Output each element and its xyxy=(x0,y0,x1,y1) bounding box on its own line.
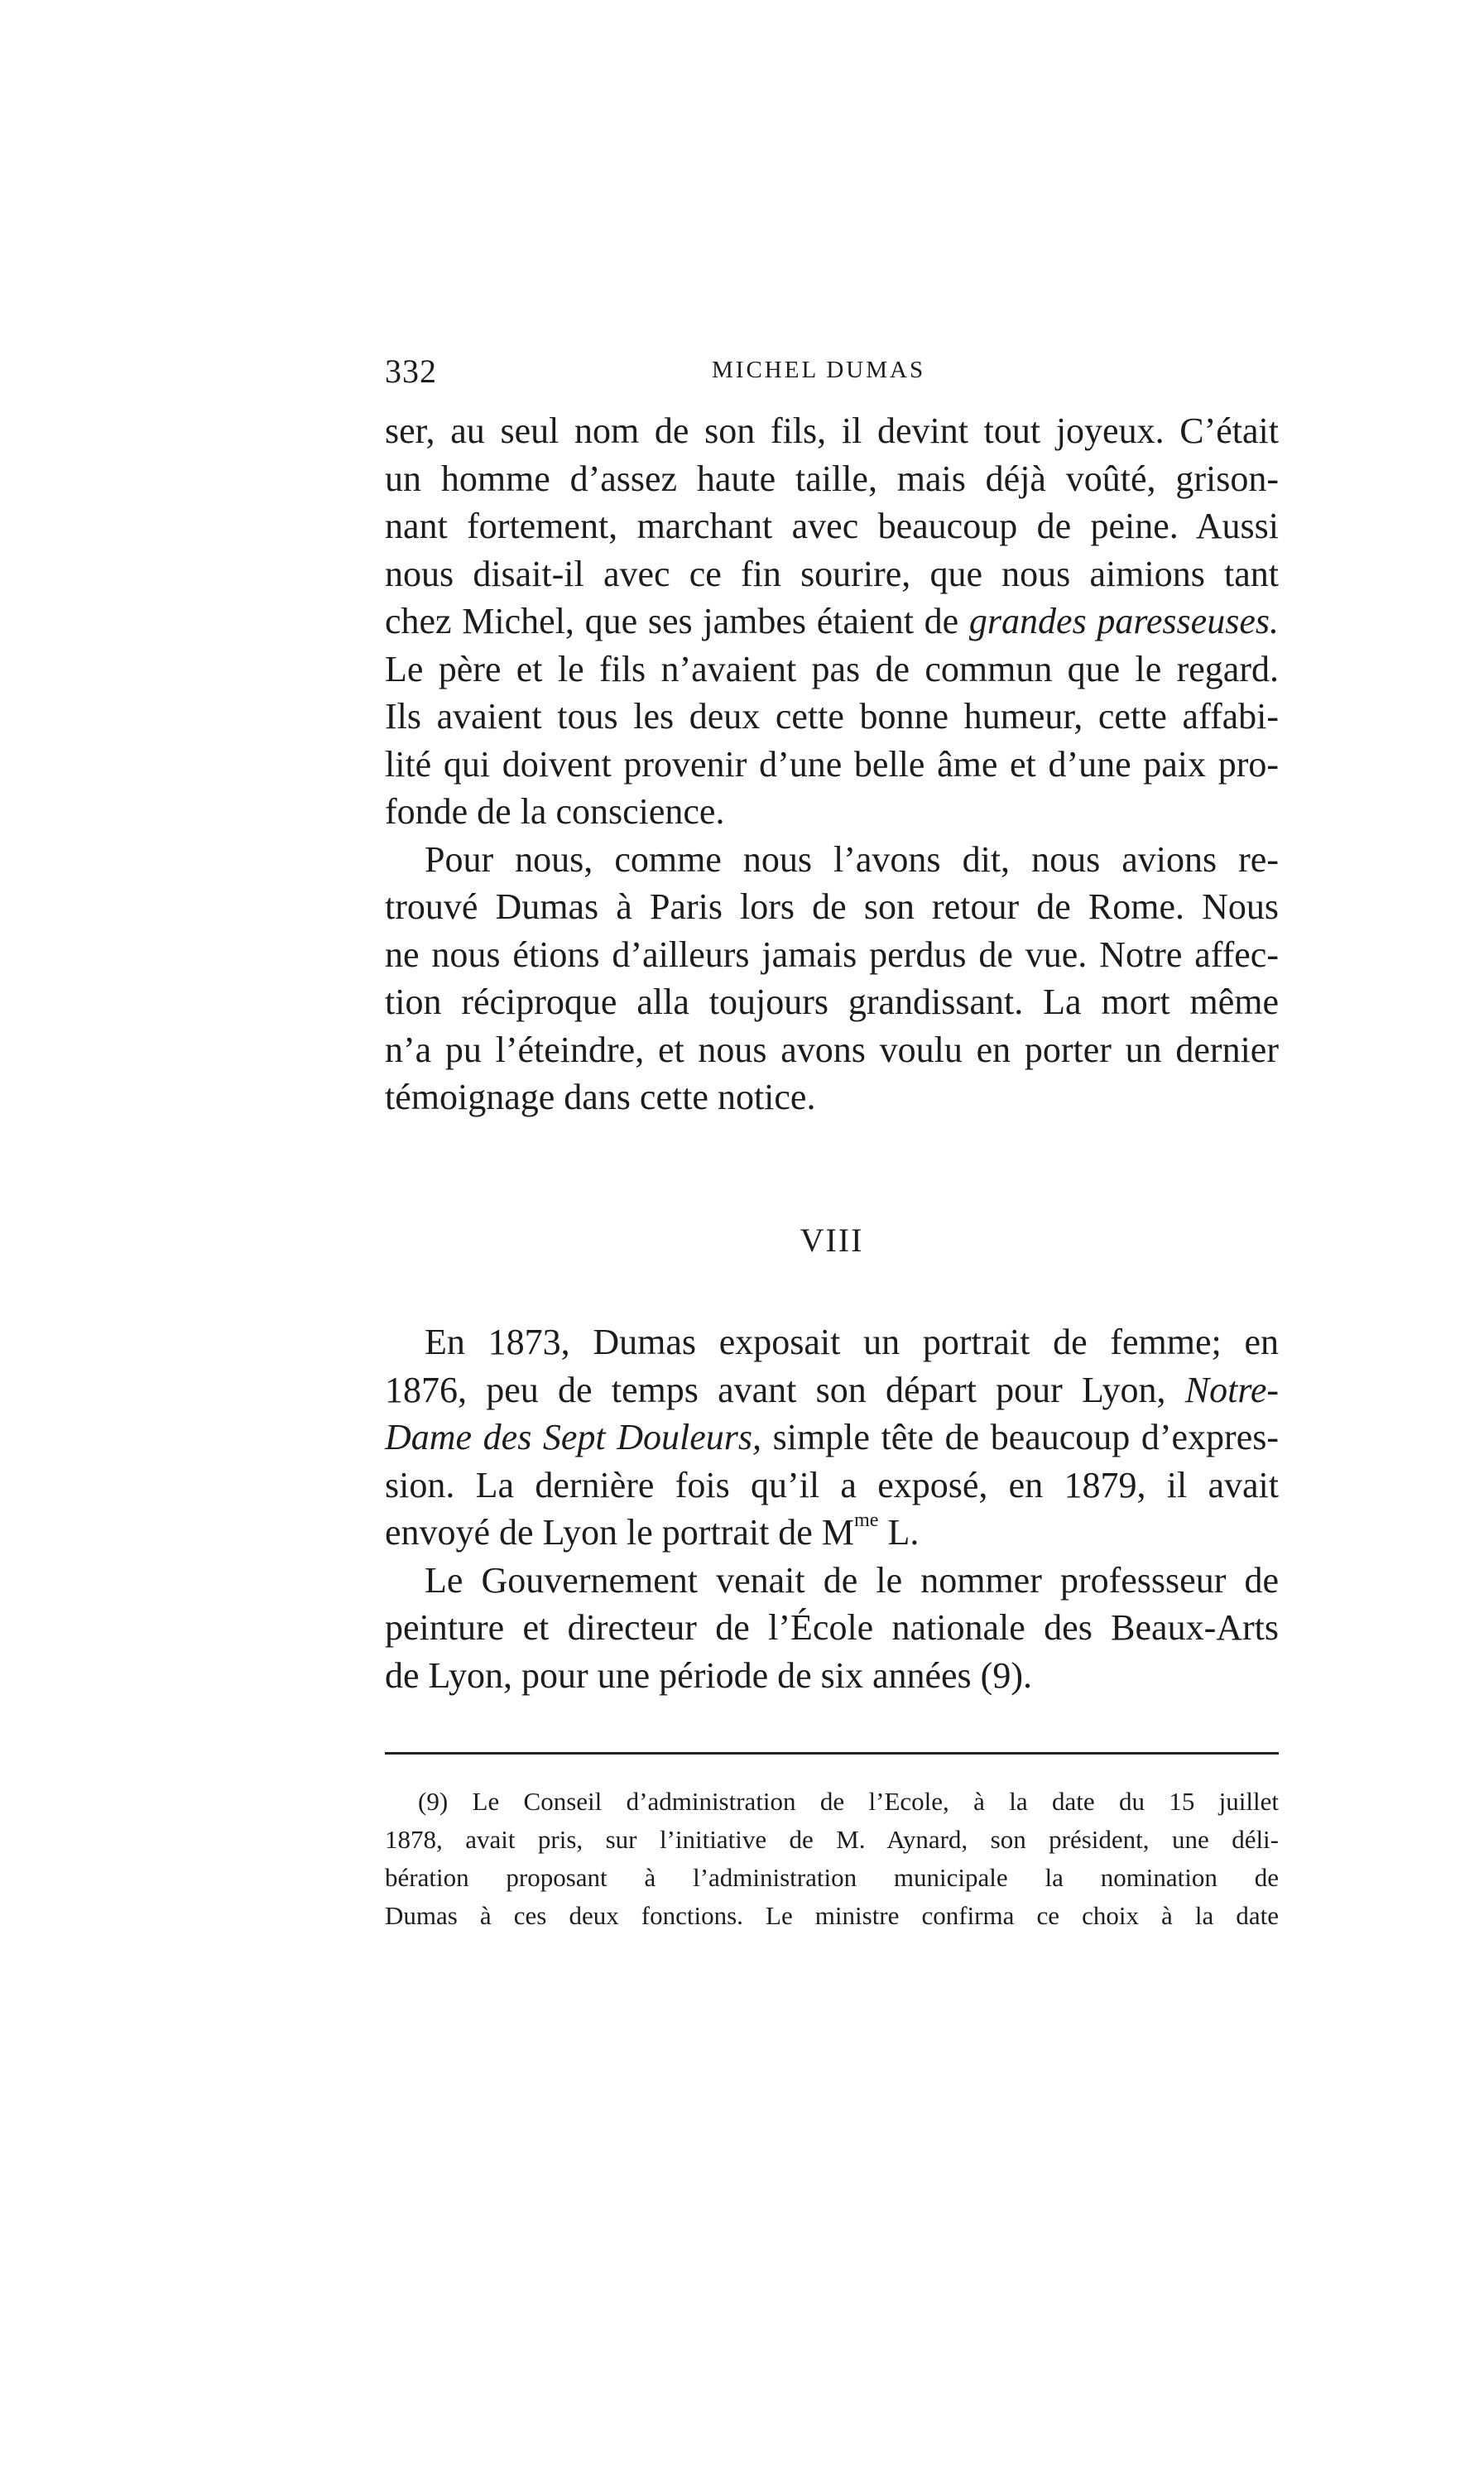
section-heading: VIII xyxy=(800,1222,864,1259)
text-fragment: simple tête de beaucoup d’expres- xyxy=(761,1417,1280,1457)
text-line xyxy=(385,1509,1279,1557)
paragraph xyxy=(385,1318,1279,1557)
footnote-line: bération proposant à l’administration municipale la nomination de xyxy=(385,1863,1279,1892)
body-text-top xyxy=(385,407,1279,1121)
text-line: témoignage dans cette notice. xyxy=(385,1077,816,1117)
text-fragment: envoyé de Lyon le portrait de M xyxy=(385,1512,854,1553)
text-line: fonde de la conscience. xyxy=(385,791,725,832)
footnote-line: 1878, avait pris, sur l’initiative de M. Aynard, son président, une déli- xyxy=(385,1825,1279,1854)
text-line: peinture et directeur de l’École nationale des Beaux-Arts xyxy=(385,1607,1279,1648)
footnote xyxy=(385,1783,1279,1935)
body-text-bottom xyxy=(385,1318,1279,1699)
text-line xyxy=(385,598,1279,646)
paragraph xyxy=(385,1557,1279,1700)
text-line: ne nous étions d’ailleurs jamais perdus de vue. Notre affec- xyxy=(385,934,1279,975)
text-line: Pour nous, comme nous l’avons dit, nous avions re- xyxy=(425,838,1279,880)
footnote-rule xyxy=(385,1752,1279,1755)
text-line: Le Gouvernement venait de le nommer professseur de xyxy=(425,1559,1279,1601)
paragraph xyxy=(385,836,1279,1121)
text-fragment: L. xyxy=(878,1512,920,1553)
text-fragment: 1876, peu de temps avant son départ pour Lyon, xyxy=(385,1369,1185,1410)
italic-phrase: grandes paresseuses. xyxy=(968,601,1279,641)
italic-title: Notre- xyxy=(1184,1369,1279,1410)
text-line: lité qui doivent provenir d’une belle âme et d’une paix pro- xyxy=(385,743,1279,785)
text-line: En 1873, Dumas exposait un portrait de femme; en xyxy=(425,1322,1279,1362)
paragraph xyxy=(385,407,1279,836)
text-line: Ils avaient tous les deux cette bonne humeur, cette affabi- xyxy=(385,696,1279,737)
text-line xyxy=(385,1414,1279,1462)
text-line: sion. La dernière fois qu’il a exposé, en 1879, il avait xyxy=(385,1464,1279,1505)
text-fragment: chez Michel, que ses jambes étaient de xyxy=(385,601,969,641)
running-head xyxy=(385,352,1279,401)
footnote-line: (9) Le Conseil d’administration de l’Ecole, à la date du 15 juillet xyxy=(418,1787,1279,1816)
text-line: nous disait-il avec ce fin sourire, que nous aimions tant xyxy=(385,553,1279,594)
text-line: de Lyon, pour une période de six années (9). xyxy=(385,1654,1032,1696)
footnote-line: Dumas à ces deux fonctions. Le ministre confirma ce choix à la date xyxy=(385,1901,1279,1930)
text-line: ser, au seul nom de son fils, il devint tout joyeux. C’était xyxy=(385,410,1279,451)
text-line: tion réciproque alla toujours grandissant. La mort même xyxy=(385,982,1279,1022)
text-line: Le père et le fils n’avaient pas de commun que le regard. xyxy=(385,648,1279,689)
page-number: 332 xyxy=(385,353,437,390)
italic-title: Dame des Sept Douleurs, xyxy=(385,1417,762,1457)
running-title: MICHEL DUMAS xyxy=(712,357,926,383)
text-line: n’a pu l’éteindre, et nous avons voulu en porter un dernier xyxy=(385,1029,1279,1070)
text-line: un homme d’assez haute taille, mais déjà voûté, grison- xyxy=(385,458,1279,499)
text-line: nant fortement, marchant avec beaucoup de peine. Aussi xyxy=(385,506,1279,546)
text-line: trouvé Dumas à Paris lors de son retour de Rome. Nous xyxy=(385,886,1279,927)
text-line xyxy=(385,1366,1279,1414)
superscript: me xyxy=(853,1509,879,1532)
